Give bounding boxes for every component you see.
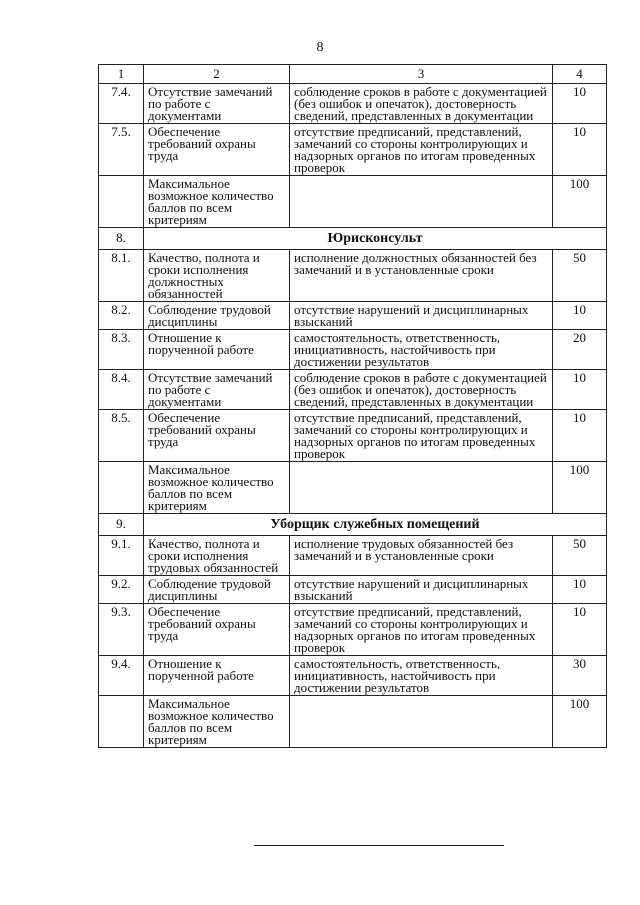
criterion-name: Соблюдение трудовой дисциплины: [144, 576, 290, 604]
criterion-score: 30: [553, 656, 607, 696]
criterion-condition: отсутствие нарушений и дисциплинарных взысканий: [290, 302, 553, 330]
section-title: Юрисконсульт: [144, 228, 607, 250]
criterion-name: Отсутствие замечаний по работе с документами: [144, 370, 290, 410]
criteria-table: [98, 64, 607, 748]
row-number: [99, 462, 144, 514]
row-number: 9.4.: [99, 656, 144, 696]
criterion-condition: отсутствие предписаний, представлений, замечаний со стороны контролирующих и надзорных органов по итогам проведенных проверок: [290, 124, 553, 176]
footer-rule: [254, 845, 504, 846]
header-cell-condition: 3: [290, 65, 553, 84]
page-number: 8: [316, 40, 324, 55]
criterion-score: 100: [553, 462, 607, 514]
criterion-name: Соблюдение трудовой дисциплины: [144, 302, 290, 330]
criterion-name: Максимальное возможное количество баллов по всем критериям: [144, 176, 290, 228]
row-number: [99, 696, 144, 748]
criterion-condition: [290, 696, 553, 748]
criterion-name: Отсутствие замечаний по работе с документами: [144, 84, 290, 124]
criterion-score: 10: [553, 370, 607, 410]
row-number: 9.1.: [99, 536, 144, 576]
row-number: 7.5.: [99, 124, 144, 176]
section-header-row: [99, 514, 607, 536]
criterion-name: Отношение к порученной работе: [144, 330, 290, 370]
table-row: [99, 462, 607, 514]
criterion-condition: самостоятельность, ответственность, инициативность, настойчивость при достижении результатов: [290, 656, 553, 696]
header-cell-score: 4: [553, 65, 607, 84]
criterion-condition: исполнение должностных обязанностей без замечаний и в установленные сроки: [290, 250, 553, 302]
criterion-score: 50: [553, 250, 607, 302]
criterion-name: Максимальное возможное количество баллов по всем критериям: [144, 696, 290, 748]
criterion-name: Обеспечение требований охраны труда: [144, 124, 290, 176]
section-number: 9.: [99, 514, 144, 536]
criterion-condition: исполнение трудовых обязанностей без замечаний и в установленные сроки: [290, 536, 553, 576]
table-row: [99, 576, 607, 604]
table-row: [99, 370, 607, 410]
criterion-condition: отсутствие предписаний, представлений, замечаний со стороны контролирующих и надзорных органов по итогам проведенных проверок: [290, 604, 553, 656]
table-header-row: [99, 65, 607, 84]
header-cell-number: 1: [99, 65, 144, 84]
row-number: 8.2.: [99, 302, 144, 330]
table-row: [99, 536, 607, 576]
section-number: 8.: [99, 228, 144, 250]
criterion-name: Обеспечение требований охраны труда: [144, 604, 290, 656]
criterion-score: 100: [553, 696, 607, 748]
table-row: [99, 124, 607, 176]
row-number: 9.3.: [99, 604, 144, 656]
criterion-score: 10: [553, 84, 607, 124]
table-row: [99, 84, 607, 124]
criterion-score: 50: [553, 536, 607, 576]
criterion-score: 10: [553, 576, 607, 604]
table-row: [99, 330, 607, 370]
section-title: Уборщик служебных помещений: [144, 514, 607, 536]
criterion-name: Качество, полнота и сроки исполнения должностных обязанностей: [144, 250, 290, 302]
table-row: [99, 410, 607, 462]
criterion-condition: [290, 462, 553, 514]
criterion-score: 10: [553, 604, 607, 656]
header-cell-criterion: 2: [144, 65, 290, 84]
criterion-condition: отсутствие предписаний, представлений, замечаний со стороны контролирующих и надзорных органов по итогам проведенных проверок: [290, 410, 553, 462]
row-number: [99, 176, 144, 228]
table-row: [99, 176, 607, 228]
row-number: 8.5.: [99, 410, 144, 462]
criterion-condition: [290, 176, 553, 228]
row-number: 9.2.: [99, 576, 144, 604]
criterion-name: Отношение к порученной работе: [144, 656, 290, 696]
row-number: 8.4.: [99, 370, 144, 410]
criterion-name: Обеспечение требований охраны труда: [144, 410, 290, 462]
criterion-score: 10: [553, 410, 607, 462]
criterion-score: 10: [553, 302, 607, 330]
table-row: [99, 656, 607, 696]
criterion-condition: отсутствие нарушений и дисциплинарных взысканий: [290, 576, 553, 604]
criterion-score: 20: [553, 330, 607, 370]
criterion-score: 10: [553, 124, 607, 176]
criterion-condition: соблюдение сроков в работе с документацией (без ошибок и опечаток), достоверность сведений, представленных в документации: [290, 84, 553, 124]
criterion-name: Максимальное возможное количество баллов по всем критериям: [144, 462, 290, 514]
criterion-name: Качество, полнота и сроки исполнения трудовых обязанностей: [144, 536, 290, 576]
table-row: [99, 250, 607, 302]
criterion-condition: самостоятельность, ответственность, инициативность, настойчивость при достижении результатов: [290, 330, 553, 370]
criterion-condition: соблюдение сроков в работе с документацией (без ошибок и опечаток), достоверность сведений, представленных в документации: [290, 370, 553, 410]
section-header-row: [99, 228, 607, 250]
table-row: [99, 302, 607, 330]
criterion-score: 100: [553, 176, 607, 228]
table-row: [99, 696, 607, 748]
row-number: 8.1.: [99, 250, 144, 302]
table-row: [99, 604, 607, 656]
row-number: 7.4.: [99, 84, 144, 124]
row-number: 8.3.: [99, 330, 144, 370]
criteria-table-body: [99, 65, 607, 748]
